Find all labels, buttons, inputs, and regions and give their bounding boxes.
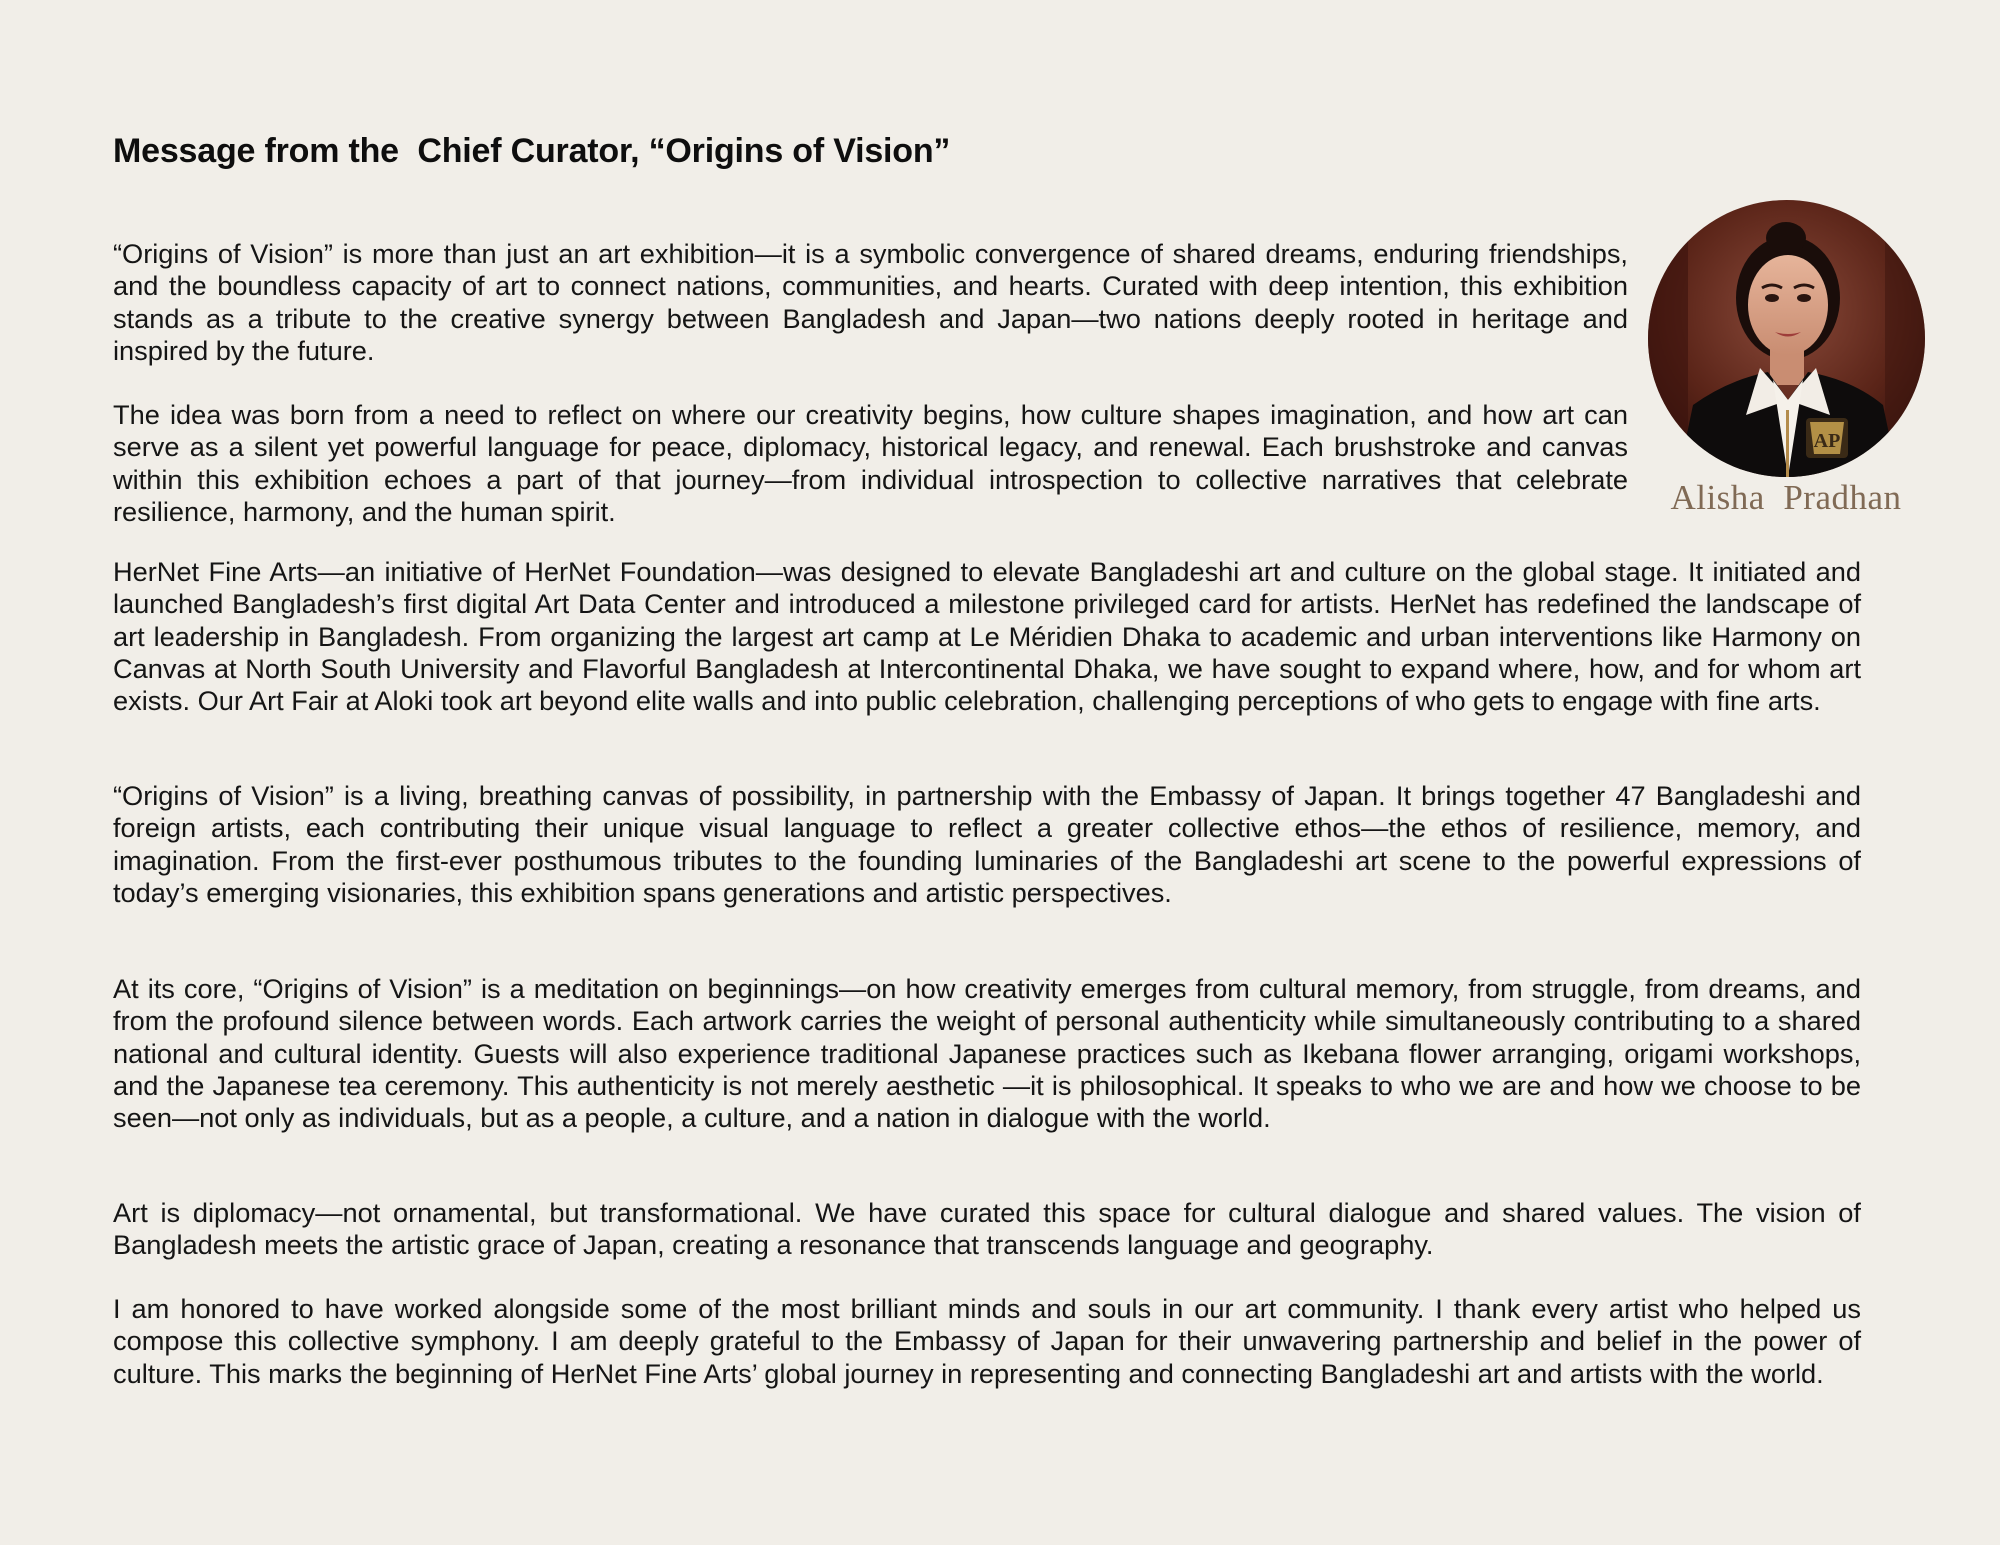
paragraph-partnership: “Origins of Vision” is a living, breathing canvas of possibility, in partnership with the Embassy of Japan. It brings together 47 Bangladeshi and foreign artists, each contributing their unique visual language to reflect a greater collective ethos—the ethos of resilience, memory, and imagination. From the first-ever posthumous tributes to the founding luminaries of the Bangladeshi art scene to the powerful expressions of today’s emerging visionaries, this exhibition spans generations and artistic perspectives. xyxy=(113,780,1861,908)
paragraph-diplomacy: Art is diplomacy—not ornamental, but transformational. We have curated this space for cultural dialogue and shared values. The vision of Bangladesh meets the artistic grace of Japan, creating a resonance that transcends language and geography. xyxy=(113,1197,1861,1261)
paragraph-gratitude: I am honored to have worked alongside some of the most brilliant minds and souls in our art community. I thank every artist who helped us compose this collective symphony. I am deeply grateful to the Embassy of Japan for their unwavering partnership and belief in the power of culture. This marks the beginning of HerNet Fine Arts’ global journey in representing and connecting Bangladeshi art and artists with the world. xyxy=(113,1293,1861,1389)
curator-name: Alisha Pradhan xyxy=(1670,478,1902,517)
curator-portrait xyxy=(1648,200,1925,477)
paragraph-idea: The idea was born from a need to reflect on where our creativity begins, how culture shapes imagination, and how art can serve as a silent yet powerful language for peace, diplomacy, historical legacy, and renewal. Each brushstroke and canvas within this exhibition echoes a part of that journey—from individual introspection to collective narratives that celebrate resilience, harmony, and the human spirit. xyxy=(113,399,1628,527)
paragraph-core: At its core, “Origins of Vision” is a meditation on beginnings—on how creativity emerges from cultural memory, from struggle, from dreams, and from the profound silence between words. Each artwork carries the weight of personal authenticity while simultaneously contributing to a shared national and cultural identity. Guests will also experience traditional Japanese practices such as Ikebana flower arranging, origami workshops, and the Japanese tea ceremony. This authenticity is not merely aesthetic —it is philosophical. It speaks to who we are and how we choose to be seen—not only as individuals, but as a people, a culture, and a nation in dialogue with the world. xyxy=(113,973,1861,1134)
page-title: Message from the Chief Curator, “Origins of Vision” xyxy=(113,132,951,170)
portrait-photo xyxy=(1648,200,1925,477)
paragraph-intro: “Origins of Vision” is more than just an art exhibition—it is a symbolic convergence of shared dreams, enduring friendships, and the boundless capacity of art to connect nations, communities, and hearts. Curated with deep intention, this exhibition stands as a tribute to the creative synergy between Bangladesh and Japan—two nations deeply rooted in heritage and inspired by the future. xyxy=(113,238,1628,366)
jacket-badge xyxy=(1806,418,1848,458)
badge-monogram: AP xyxy=(1813,430,1841,452)
paragraph-hernet: HerNet Fine Arts—an initiative of HerNet Foundation—was designed to elevate Bangladeshi art and culture on the global stage. It initiated and launched Bangladesh’s first digital Art Data Center and introduced a milestone privileged card for artists. HerNet has redefined the landscape of art leadership in Bangladesh. From organizing the largest art camp at Le Méridien Dhaka to academic and urban interventions like Harmony on Canvas at North South University and Flavorful Bangladesh at Intercontinental Dhaka, we have sought to expand where, how, and for whom art exists. Our Art Fair at Aloki took art beyond elite walls and into public celebration, challenging perceptions of who gets to engage with fine arts. xyxy=(113,556,1861,717)
